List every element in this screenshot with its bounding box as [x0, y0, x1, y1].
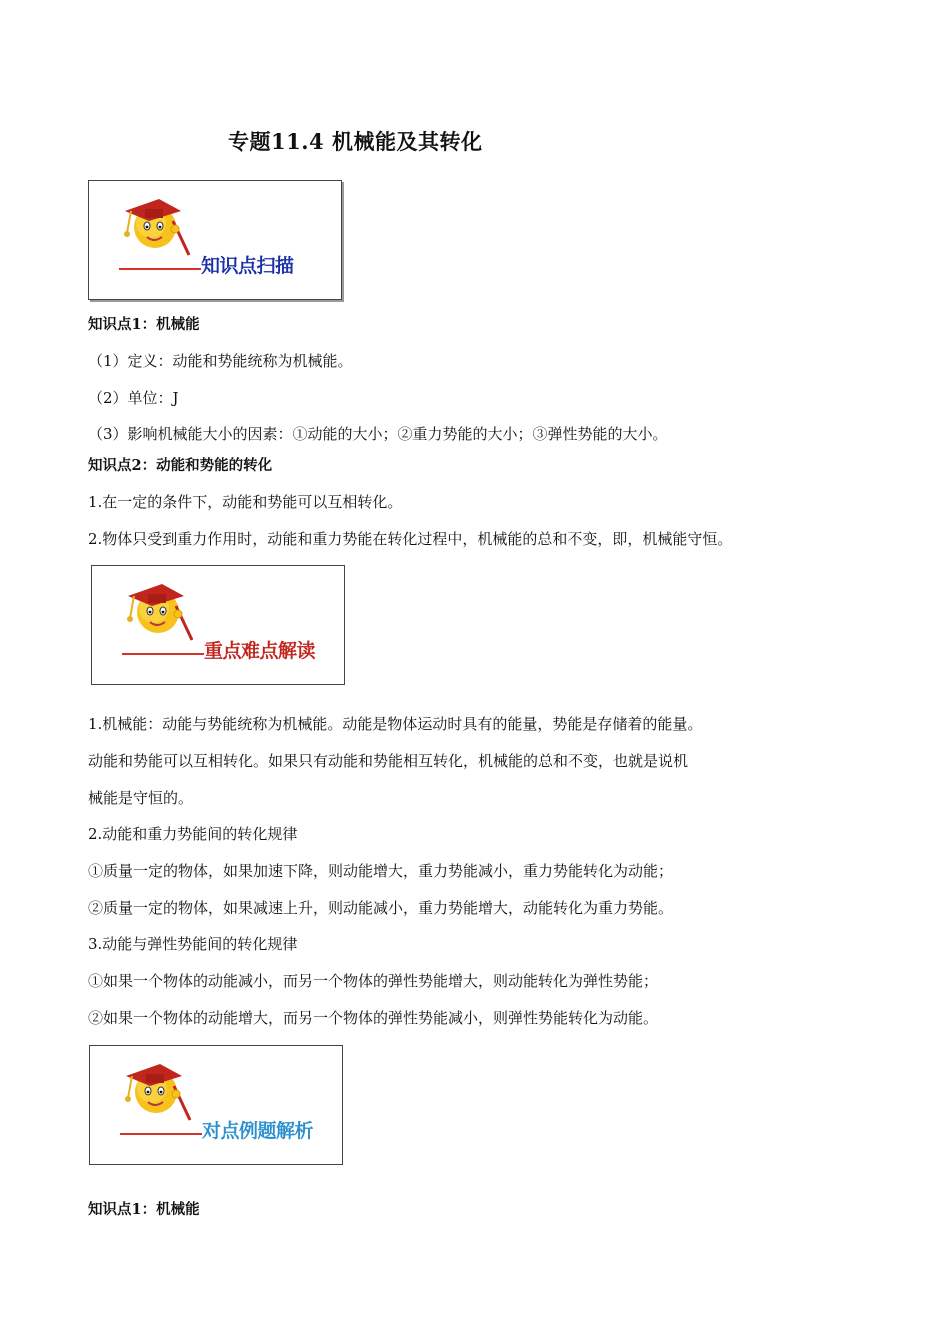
- section3-line: ②如果一个物体的动能增大，而另一个物体的弹性势能减小，则弹性势能转化为动能。: [88, 1009, 659, 1027]
- section2-line: 1.在一定的条件下，动能和势能可以互相转化。: [88, 493, 403, 511]
- section2-line: 2.物体只受到重力作用时，动能和重力势能在转化过程中，机械能的总和不变，即，机械能守恒。: [88, 530, 733, 548]
- section2-heading: 知识点2：动能和势能的转化: [88, 457, 273, 474]
- section3-line: 1.机械能：动能与势能统称为机械能。动能是物体运动时具有的能量，势能是存储着的能量。: [88, 715, 703, 733]
- section3-line: 2.动能和重力势能间的转化规律: [88, 825, 298, 843]
- mascot-icon: [92, 566, 346, 686]
- banner-label: 重点难点解读: [204, 640, 316, 662]
- banner-label: 知识点扫描: [201, 255, 294, 277]
- section3-line: 械能是守恒的。: [88, 789, 194, 807]
- section1-line: （3）影响机械能大小的因素：①动能的大小；②重力势能的大小；③弹性势能的大小。: [88, 425, 668, 443]
- section1-line: （1）定义：动能和势能统称为机械能。: [88, 352, 353, 370]
- mascot-icon: [90, 1046, 344, 1166]
- banner-label: 对点例题解析: [202, 1120, 314, 1142]
- section1-heading: 知识点1：机械能: [88, 316, 200, 333]
- example-analysis-banner: [89, 1045, 343, 1165]
- section3-line: ②质量一定的物体，如果减速上升，则动能减小，重力势能增大，动能转化为重力势能。: [88, 899, 674, 917]
- key-points-banner: [91, 565, 345, 685]
- section3-line: 动能和势能可以互相转化。如果只有动能和势能相互转化，机械能的总和不变，也就是说机: [88, 752, 689, 770]
- section3-line: 3.动能与弹性势能间的转化规律: [88, 935, 298, 953]
- section1-line: （2）单位：J: [88, 389, 179, 407]
- mascot-icon: [89, 181, 343, 301]
- section3-line: ①质量一定的物体，如果加速下降，则动能增大，重力势能减小，重力势能转化为动能；: [88, 862, 674, 880]
- section3-line: ①如果一个物体的动能减小，而另一个物体的弹性势能增大，则动能转化为弹性势能；: [88, 972, 659, 990]
- section4-heading: 知识点1：机械能: [88, 1201, 200, 1218]
- knowledge-scan-banner: [88, 180, 342, 300]
- page-title: 专题11.4 机械能及其转化: [228, 129, 483, 154]
